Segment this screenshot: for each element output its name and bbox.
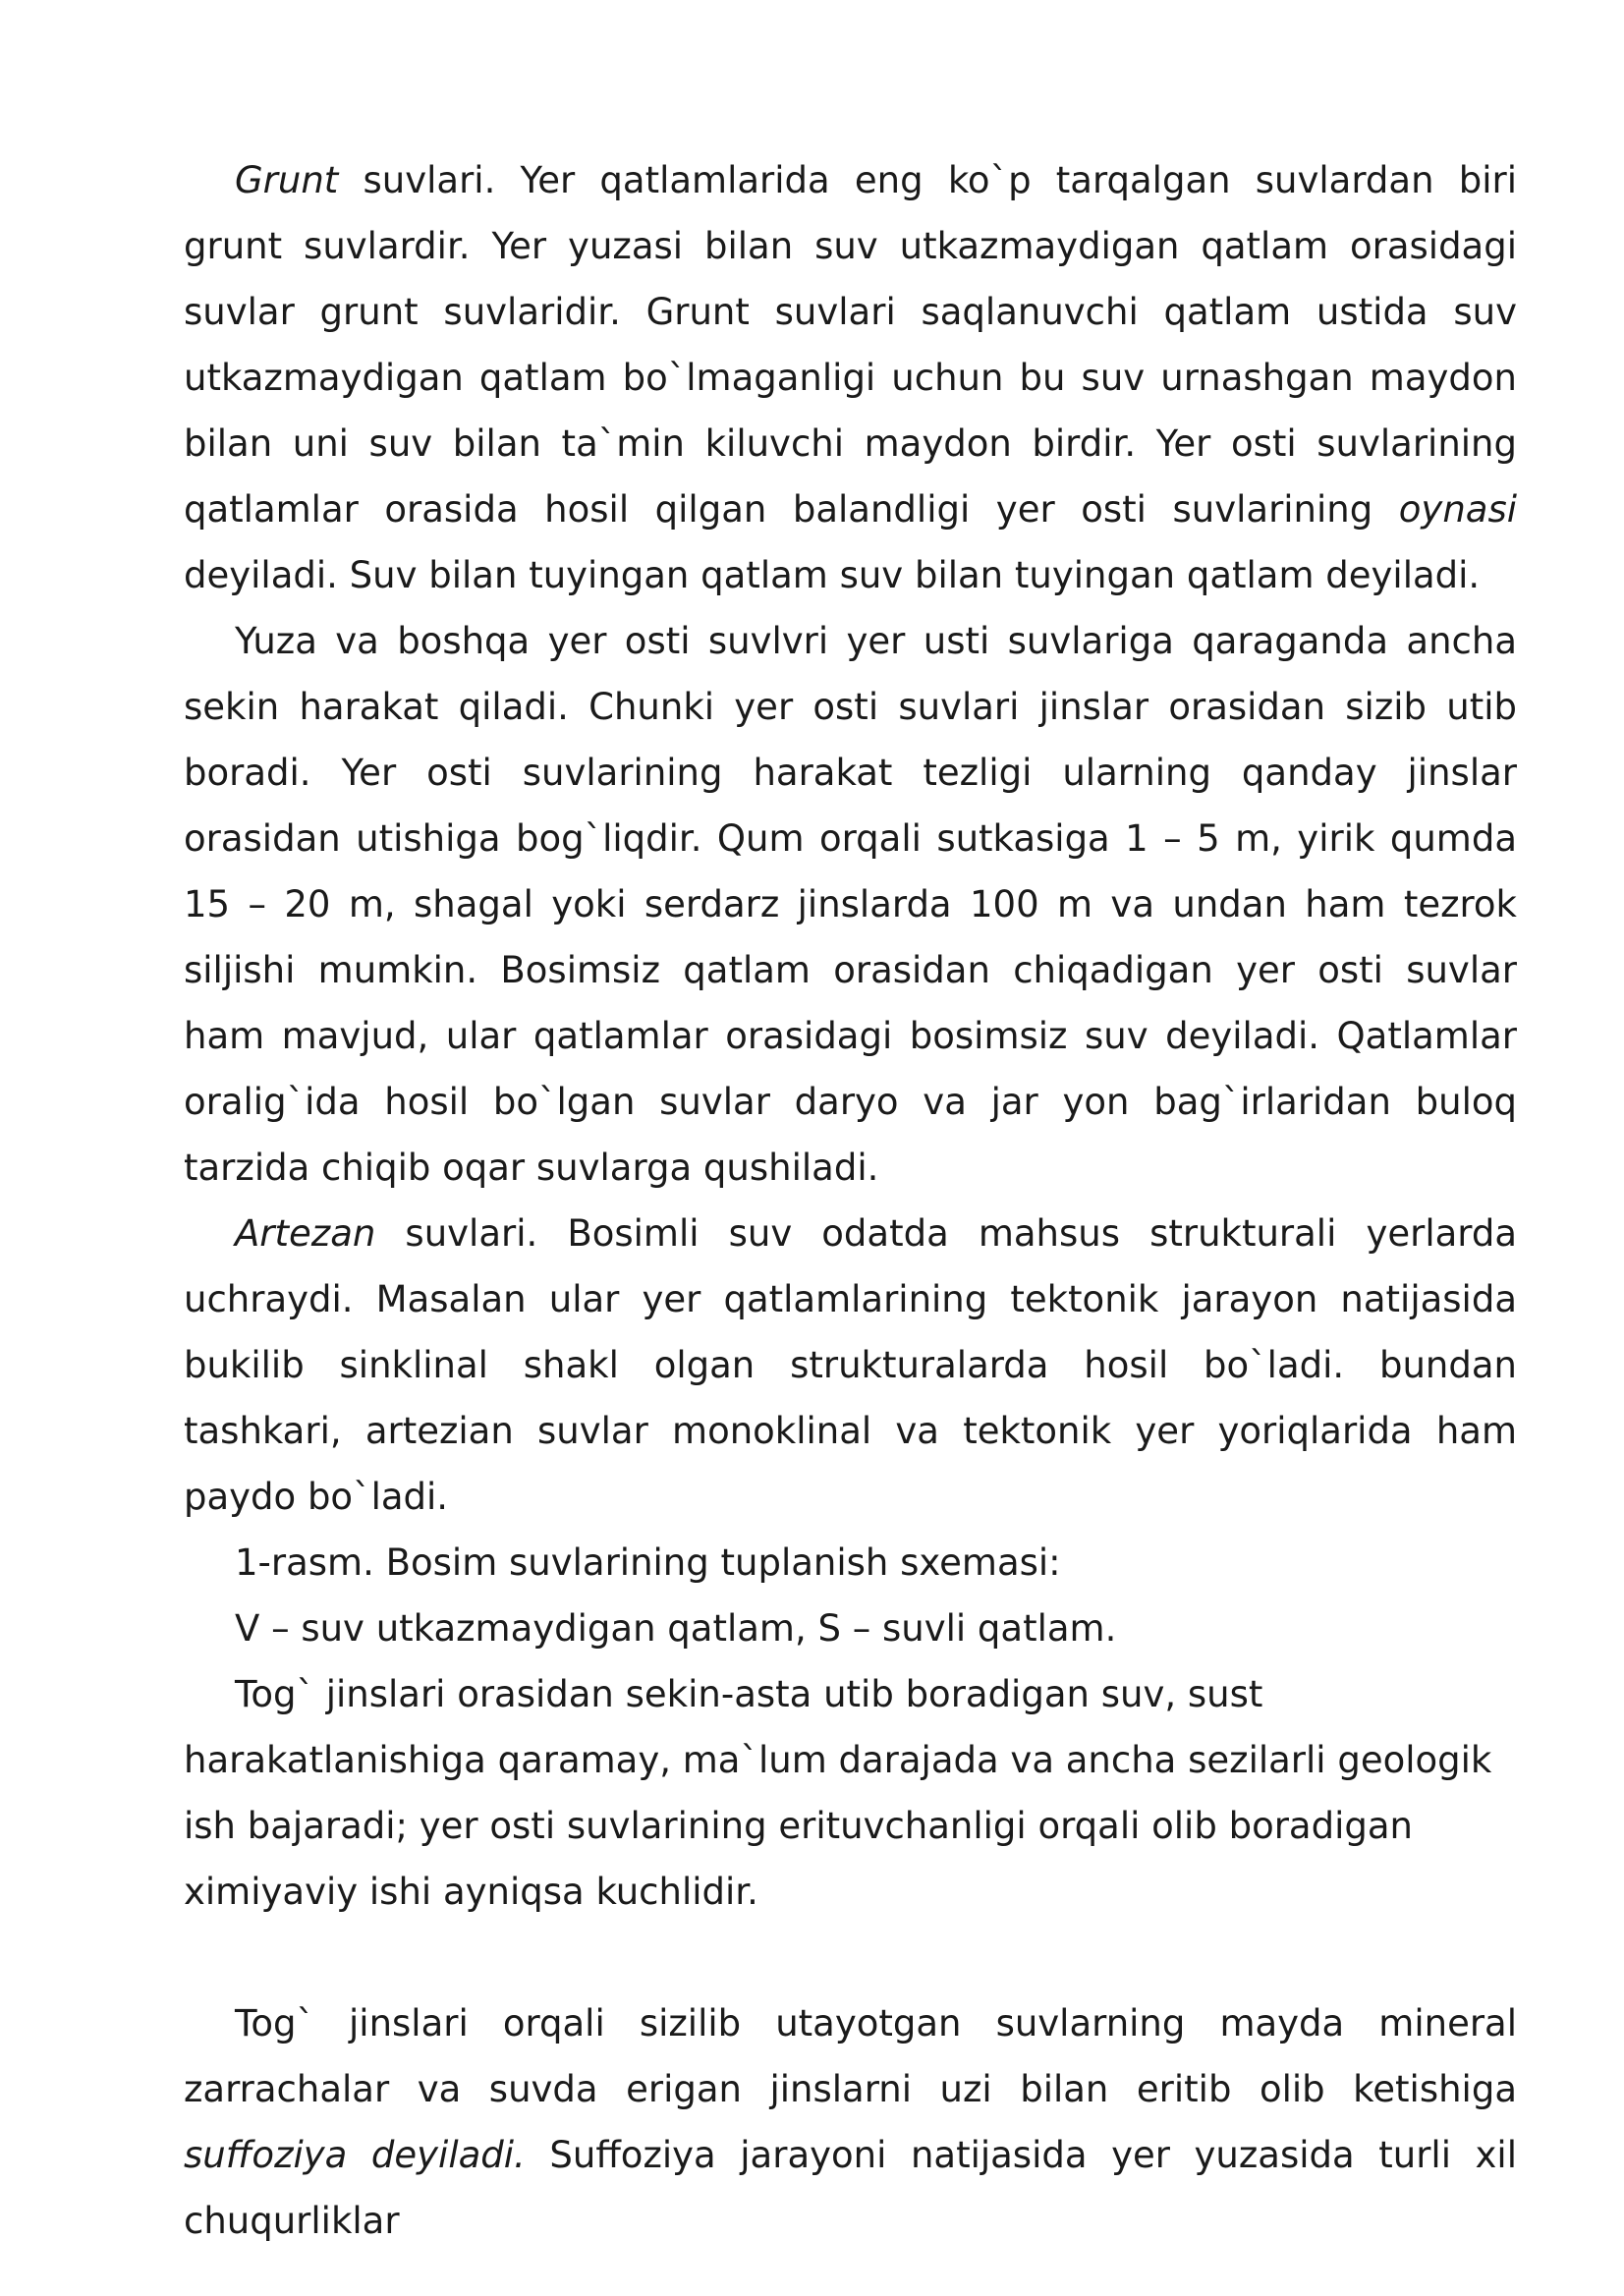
paragraph-text: deyiladi. Suv bilan tuyingan qatlam suv bilan tuyingan qatlam deyiladi. xyxy=(184,554,1481,596)
term-grunt: Grunt xyxy=(235,159,339,201)
paragraph-suffoziya xyxy=(184,1990,1517,2254)
paragraph-geologik-ish xyxy=(184,1661,1517,1925)
legend-text: V – suv utkazmaydigan qatlam, S – suvli qatlam. xyxy=(235,1607,1117,1650)
figure-legend xyxy=(184,1596,1517,1661)
term-oynasi: oynasi xyxy=(1398,488,1517,531)
paragraph-text: suvlari. Yer qatlamlarida eng ko`p tarqalgan suvlardan biri grunt suvlardir. Yer yuzasi bilan suv utkazmaydigan qatlam orasidagi suvlar grunt suvlaridir. Grunt suvlari saqlanuvchi qatlam ustida suv utkazmaydigan qatlam bo`lmaganligi uchun bu suv urnashgan maydon bilan uni suv bilan ta`min kiluvchi maydon birdir. Yer osti suvlarining qatlamlar orasida hosil qilgan balandligi yer osti suvlarining xyxy=(184,159,1517,531)
paragraph-harakat xyxy=(184,608,1517,1201)
paragraph-text: Tog` jinslari orqali sizilib utayotgan suvlarning mayda mineral zarrachalar va suvda erigan jinslarni uzi bilan eritib olib ketishiga xyxy=(184,2002,1517,2110)
caption-text: 1-rasm. Bosim suvlarining tuplanish sxemasi: xyxy=(235,1541,1061,1584)
paragraph-artezan-suvlari xyxy=(184,1201,1517,1530)
paragraph-text: Tog` jinslari orasidan sekin-asta utib boradigan suv, sust harakatlanishiga qaramay, ma`lum darajada va ancha sezilarli geologik ish bajaradi; yer osti suvlarining erituvchanligi orqali olib boradigan ximiyaviy ishi ayniqsa kuchlidir. xyxy=(184,1673,1492,1913)
paragraph-text: suvlari. Bosimli suv odatda mahsus strukturali yerlarda uchraydi. Masalan ular yer qatlamlarining tektonik jarayon natijasida bukilib sinklinal shakl olgan strukturalarda hosil bo`ladi. bundan tashkari, artezian suvlar monoklinal va tektonik yer yoriqlarida ham paydo bo`ladi. xyxy=(184,1212,1517,1518)
document-page xyxy=(184,147,1517,2254)
figure-caption xyxy=(184,1530,1517,1596)
paragraph-grunt-suvlari xyxy=(184,147,1517,608)
paragraph-text: Yuza va boshqa yer osti suvlvri yer usti suvlariga qaraganda ancha sekin harakat qiladi. Chunki yer osti suvlari jinslar orasidan sizib utib boradi. Yer osti suvlarining harakat tezligi ularning qanday jinslar orasidan utishiga bog`liqdir. Qum orqali sutkasiga 1 – 5 m, yirik qumda 15 – 20 m, shagal yoki serdarz jinslarda 100 m va undan ham tezrok siljishi mumkin. Bosimsiz qatlam orasidan chiqadigan yer osti suvlar ham mavjud, ular qatlamlar orasidagi bosimsiz suv deyiladi. Qatlamlar oralig`ida hosil bo`lgan suvlar daryo va jar yon bag`irlaridan buloq tarzida chiqib oqar suvlarga qushiladi. xyxy=(184,620,1517,1189)
term-artezan: Artezan xyxy=(235,1212,376,1255)
paragraph-text: Suffoziya jarayoni natijasida yer yuzasida turli xil chuqurliklar xyxy=(184,2134,1517,2242)
term-suffoziya: suffoziya deyiladi. xyxy=(184,2134,526,2176)
